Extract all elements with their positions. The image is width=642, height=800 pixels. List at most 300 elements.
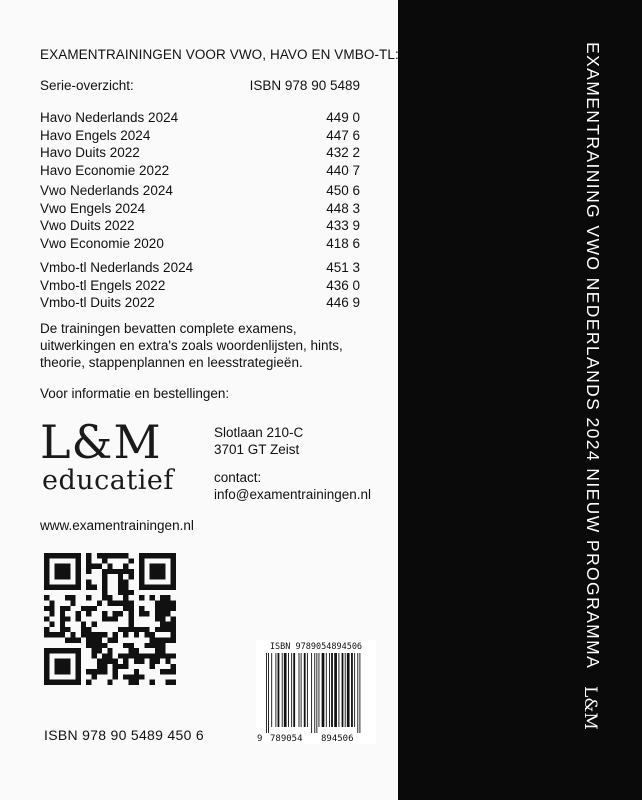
- title-name: Vwo Duits 2022: [40, 218, 135, 233]
- qr-module: [139, 585, 144, 590]
- qr-module: [60, 569, 65, 574]
- qr-module: [150, 659, 155, 664]
- barcode-bar: [359, 653, 360, 733]
- qr-code-icon: [44, 553, 176, 685]
- qr-module: [107, 553, 112, 558]
- qr-module: [139, 579, 144, 584]
- qr-module: [102, 611, 107, 616]
- qr-module: [76, 558, 81, 563]
- qr-module: [155, 616, 160, 621]
- title-name: Vmbo-tl Duits 2022: [40, 295, 155, 310]
- spine-logo: L&M: [580, 686, 600, 730]
- title-row: [40, 277, 360, 294]
- qr-module: [123, 664, 128, 669]
- qr-module: [128, 627, 133, 632]
- barcode-bar: [291, 653, 292, 727]
- qr-module: [44, 680, 49, 685]
- qr-module: [155, 648, 160, 653]
- qr-module: [123, 674, 128, 679]
- qr-module: [49, 601, 54, 606]
- qr-module: [81, 632, 86, 637]
- qr-module: [76, 674, 81, 679]
- qr-module: [144, 585, 149, 590]
- qr-module: [134, 674, 139, 679]
- qr-module: [123, 627, 128, 632]
- barcode-bar: [278, 653, 280, 727]
- qr-module: [102, 590, 107, 595]
- title-isbn-suffix: 440 7: [326, 162, 360, 178]
- barcode-bar: [347, 653, 350, 727]
- qr-module: [165, 622, 170, 627]
- title-name: Vmbo-tl Engels 2022: [40, 277, 166, 293]
- qr-module: [118, 627, 123, 632]
- qr-module: [118, 553, 123, 558]
- qr-module: [102, 574, 107, 579]
- qr-module: [155, 569, 160, 574]
- qr-module: [86, 643, 91, 648]
- qr-module: [155, 601, 160, 606]
- qr-module: [92, 585, 97, 590]
- qr-module: [76, 585, 81, 590]
- qr-module: [150, 595, 155, 600]
- title-isbn-suffix: 446 9: [326, 295, 360, 310]
- qr-module: [123, 579, 128, 584]
- qr-module: [160, 627, 165, 632]
- info-label: Voor informatie en bestellingen:: [40, 386, 230, 401]
- qr-module: [144, 553, 149, 558]
- qr-module: [92, 669, 97, 674]
- qr-module: [160, 653, 165, 658]
- description-line: theorie, stappenplannen en leesstrategieën.: [40, 355, 303, 370]
- qr-module: [118, 664, 123, 669]
- qr-module: [60, 627, 65, 632]
- barcode-bar: [345, 653, 346, 727]
- barcode-bar: [314, 653, 315, 733]
- qr-module: [55, 648, 60, 653]
- qr-module: [60, 680, 65, 685]
- qr-module: [123, 653, 128, 658]
- qr-module: [70, 585, 75, 590]
- qr-module: [155, 564, 160, 569]
- qr-module: [49, 632, 54, 637]
- qr-module: [128, 680, 133, 685]
- title-isbn-suffix: 449 0: [326, 110, 360, 125]
- qr-module: [70, 680, 75, 685]
- qr-module: [160, 606, 165, 611]
- qr-module: [44, 558, 49, 563]
- address-street: Slotlaan 210-C: [214, 425, 304, 440]
- barcode-digit-first: 9: [257, 734, 263, 744]
- qr-module: [160, 637, 165, 642]
- qr-module: [86, 579, 91, 584]
- qr-module: [86, 637, 91, 642]
- qr-module: [81, 606, 86, 611]
- qr-module: [76, 616, 81, 621]
- qr-module: [113, 674, 118, 679]
- qr-module: [60, 616, 65, 621]
- title-isbn-suffix: 432 2: [326, 145, 360, 160]
- title-name: Havo Engels 2024: [40, 127, 151, 143]
- qr-module: [60, 611, 65, 616]
- qr-module: [49, 606, 54, 611]
- qr-module: [128, 574, 133, 579]
- qr-module: [171, 606, 176, 611]
- spine-panel: [398, 0, 642, 800]
- title-isbn-suffix: 448 3: [326, 200, 360, 216]
- publisher-logo: [40, 415, 174, 496]
- title-row: [40, 109, 360, 126]
- qr-module: [171, 616, 176, 621]
- qr-module: [44, 579, 49, 584]
- qr-module: [107, 648, 112, 653]
- qr-module: [134, 669, 139, 674]
- qr-module: [113, 659, 118, 664]
- qr-module: [144, 611, 149, 616]
- qr-module: [171, 569, 176, 574]
- qr-module: [60, 669, 65, 674]
- qr-module: [76, 659, 81, 664]
- qr-module: [76, 579, 81, 584]
- qr-module: [86, 632, 91, 637]
- qr-module: [123, 632, 128, 637]
- qr-module: [160, 553, 165, 558]
- qr-module: [107, 564, 112, 569]
- barcode-bar: [326, 653, 327, 727]
- qr-module: [155, 653, 160, 658]
- qr-module: [139, 574, 144, 579]
- qr-module: [139, 606, 144, 611]
- qr-module: [102, 643, 107, 648]
- qr-module: [134, 648, 139, 653]
- qr-module: [86, 627, 91, 632]
- contact-label: contact:: [214, 470, 262, 485]
- qr-module: [107, 595, 112, 600]
- barcode-bar: [271, 653, 272, 727]
- qr-module: [150, 632, 155, 637]
- qr-module: [102, 585, 107, 590]
- qr-module: [86, 585, 91, 590]
- qr-module: [144, 632, 149, 637]
- qr-module: [155, 627, 160, 632]
- qr-module: [128, 643, 133, 648]
- qr-module: [155, 659, 160, 664]
- qr-module: [97, 553, 102, 558]
- qr-module: [123, 601, 128, 606]
- qr-module: [128, 616, 133, 621]
- qr-module: [107, 680, 112, 685]
- qr-module: [76, 564, 81, 569]
- qr-module: [150, 574, 155, 579]
- qr-module: [49, 680, 54, 685]
- contact-email[interactable]: info@examentrainingen.nl: [214, 487, 372, 502]
- qr-module: [55, 574, 60, 579]
- barcode-digits-right: 894506: [321, 734, 354, 744]
- qr-module: [107, 569, 112, 574]
- qr-module: [150, 680, 155, 685]
- qr-module: [139, 564, 144, 569]
- qr-module: [49, 553, 54, 558]
- qr-module: [97, 648, 102, 653]
- qr-module: [128, 674, 133, 679]
- qr-module: [92, 674, 97, 679]
- qr-module: [150, 637, 155, 642]
- qr-module: [150, 553, 155, 558]
- qr-module: [76, 574, 81, 579]
- qr-module: [171, 585, 176, 590]
- qr-module: [70, 601, 75, 606]
- qr-module: [107, 601, 112, 606]
- qr-module: [60, 664, 65, 669]
- qr-module: [55, 632, 60, 637]
- qr-module: [60, 648, 65, 653]
- qr-module: [65, 569, 70, 574]
- qr-module: [144, 627, 149, 632]
- qr-module: [128, 653, 133, 658]
- qr-module: [150, 643, 155, 648]
- qr-module: [55, 680, 60, 685]
- qr-module: [155, 611, 160, 616]
- qr-module: [113, 553, 118, 558]
- qr-module: [60, 622, 65, 627]
- qr-module: [97, 564, 102, 569]
- qr-module: [155, 553, 160, 558]
- barcode: [256, 640, 376, 744]
- qr-module: [118, 579, 123, 584]
- title-name: Vmbo-tl Nederlands 2024: [40, 260, 194, 275]
- qr-module: [123, 564, 128, 569]
- qr-module: [97, 659, 102, 664]
- qr-module: [128, 611, 133, 616]
- qr-module: [128, 558, 133, 563]
- series-isbn-prefix: ISBN 978 90 5489: [249, 78, 360, 93]
- qr-module: [171, 622, 176, 627]
- qr-module: [102, 653, 107, 658]
- qr-module: [55, 564, 60, 569]
- qr-module: [155, 643, 160, 648]
- qr-module: [165, 653, 170, 658]
- qr-module: [171, 579, 176, 584]
- qr-module: [60, 574, 65, 579]
- qr-module: [134, 627, 139, 632]
- barcode-digits-left: 789054: [270, 734, 303, 744]
- description-line: De trainingen bevatten complete examens,: [40, 321, 297, 336]
- qr-module: [102, 632, 107, 637]
- qr-module: [65, 664, 70, 669]
- qr-module: [139, 569, 144, 574]
- qr-module: [160, 595, 165, 600]
- qr-module: [70, 637, 75, 642]
- qr-module: [49, 611, 54, 616]
- qr-module: [97, 664, 102, 669]
- qr-module: [160, 643, 165, 648]
- qr-module: [107, 653, 112, 658]
- barcode-bar: [288, 653, 289, 727]
- qr-module: [102, 558, 107, 563]
- qr-module: [102, 669, 107, 674]
- qr-module: [76, 637, 81, 642]
- qr-module: [155, 637, 160, 642]
- qr-module: [155, 574, 160, 579]
- qr-module: [134, 659, 139, 664]
- qr-module: [165, 637, 170, 642]
- qr-module: [113, 669, 118, 674]
- title-name: Vwo Nederlands 2024: [40, 183, 173, 198]
- barcode-bar: [342, 653, 344, 727]
- qr-module: [165, 659, 170, 664]
- qr-module: [44, 669, 49, 674]
- qr-module: [107, 659, 112, 664]
- qr-module: [44, 627, 49, 632]
- qr-module: [171, 632, 176, 637]
- title-name: Havo Duits 2022: [40, 145, 140, 160]
- qr-module: [107, 616, 112, 621]
- qr-module: [160, 569, 165, 574]
- qr-module: [118, 653, 123, 658]
- qr-module: [171, 637, 176, 642]
- website-link[interactable]: www.examentrainingen.nl: [40, 518, 194, 533]
- qr-module: [150, 664, 155, 669]
- qr-module: [97, 637, 102, 642]
- title-row: [40, 182, 360, 199]
- qr-module: [165, 680, 170, 685]
- title-row: [40, 294, 360, 311]
- spine-title: EXAMENTRAINING VWO NEDERLANDS 2024 NIEUW PROGRAMMA: [583, 42, 603, 670]
- qr-module: [155, 606, 160, 611]
- title-isbn-suffix: 450 6: [326, 183, 360, 198]
- qr-module: [118, 574, 123, 579]
- qr-module: [155, 585, 160, 590]
- qr-module: [128, 622, 133, 627]
- qr-module: [70, 648, 75, 653]
- qr-module: [128, 590, 133, 595]
- barcode-bar: [284, 653, 287, 727]
- qr-module: [55, 669, 60, 674]
- logo-text-lm: L&M: [40, 415, 162, 469]
- qr-module: [102, 579, 107, 584]
- qr-module: [118, 569, 123, 574]
- qr-module: [171, 680, 176, 685]
- qr-module: [65, 606, 70, 611]
- qr-module: [123, 585, 128, 590]
- qr-module: [55, 569, 60, 574]
- qr-module: [160, 648, 165, 653]
- qr-module: [60, 659, 65, 664]
- qr-module: [86, 595, 91, 600]
- qr-module: [134, 632, 139, 637]
- title-name: Vwo Engels 2024: [40, 200, 146, 216]
- qr-module: [81, 627, 86, 632]
- qr-module: [44, 553, 49, 558]
- qr-module: [165, 553, 170, 558]
- qr-module: [92, 648, 97, 653]
- qr-module: [102, 664, 107, 669]
- qr-module: [76, 669, 81, 674]
- qr-module: [49, 585, 54, 590]
- qr-module: [134, 680, 139, 685]
- qr-module: [165, 601, 170, 606]
- qr-module: [92, 564, 97, 569]
- qr-module: [165, 669, 170, 674]
- qr-module: [171, 669, 176, 674]
- qr-module: [92, 632, 97, 637]
- qr-module: [171, 574, 176, 579]
- qr-module: [123, 643, 128, 648]
- barcode-bar: [282, 653, 283, 727]
- qr-module: [76, 653, 81, 658]
- qr-module: [60, 632, 65, 637]
- qr-module: [113, 601, 118, 606]
- qr-module: [123, 606, 128, 611]
- qr-module: [97, 601, 102, 606]
- qr-module: [102, 569, 107, 574]
- qr-module: [123, 590, 128, 595]
- qr-module: [102, 595, 107, 600]
- qr-module: [134, 653, 139, 658]
- qr-module: [128, 601, 133, 606]
- qr-module: [160, 601, 165, 606]
- qr-module: [55, 664, 60, 669]
- qr-module: [118, 601, 123, 606]
- qr-module: [107, 637, 112, 642]
- title-isbn-suffix: 436 0: [326, 277, 360, 293]
- qr-module: [139, 627, 144, 632]
- barcode-bar: [319, 653, 320, 727]
- qr-module: [160, 585, 165, 590]
- qr-module: [165, 585, 170, 590]
- qr-module: [49, 622, 54, 627]
- qr-module: [123, 553, 128, 558]
- qr-module: [44, 595, 49, 600]
- title-name: Havo Nederlands 2024: [40, 110, 179, 125]
- qr-module: [60, 553, 65, 558]
- logo-text-educatief: educatief: [42, 465, 174, 496]
- qr-module: [128, 569, 133, 574]
- qr-module: [160, 574, 165, 579]
- qr-module: [81, 622, 86, 627]
- title-isbn-suffix: 418 6: [326, 235, 360, 251]
- qr-module: [150, 564, 155, 569]
- qr-module: [65, 637, 70, 642]
- title-name: Havo Economie 2022: [40, 162, 170, 178]
- qr-module: [150, 585, 155, 590]
- qr-module: [76, 611, 81, 616]
- qr-module: [97, 669, 102, 674]
- qr-module: [76, 553, 81, 558]
- qr-module: [44, 585, 49, 590]
- qr-module: [171, 664, 176, 669]
- qr-module: [113, 632, 118, 637]
- qr-module: [171, 553, 176, 558]
- title-isbn-suffix: 447 6: [326, 127, 360, 143]
- qr-module: [65, 659, 70, 664]
- barcode-bar: [316, 653, 317, 733]
- qr-module: [102, 659, 107, 664]
- qr-module: [97, 632, 102, 637]
- barcode-bar: [299, 653, 300, 727]
- barcode-bar: [301, 653, 302, 727]
- qr-module: [65, 595, 70, 600]
- qr-module: [139, 595, 144, 600]
- qr-module: [118, 590, 123, 595]
- qr-module: [139, 558, 144, 563]
- qr-module: [139, 653, 144, 658]
- series-overview-row: [40, 77, 360, 94]
- qr-module: [165, 606, 170, 611]
- qr-module: [60, 585, 65, 590]
- barcode-bar: [354, 653, 355, 727]
- barcode-bar: [293, 653, 295, 727]
- qr-module: [70, 553, 75, 558]
